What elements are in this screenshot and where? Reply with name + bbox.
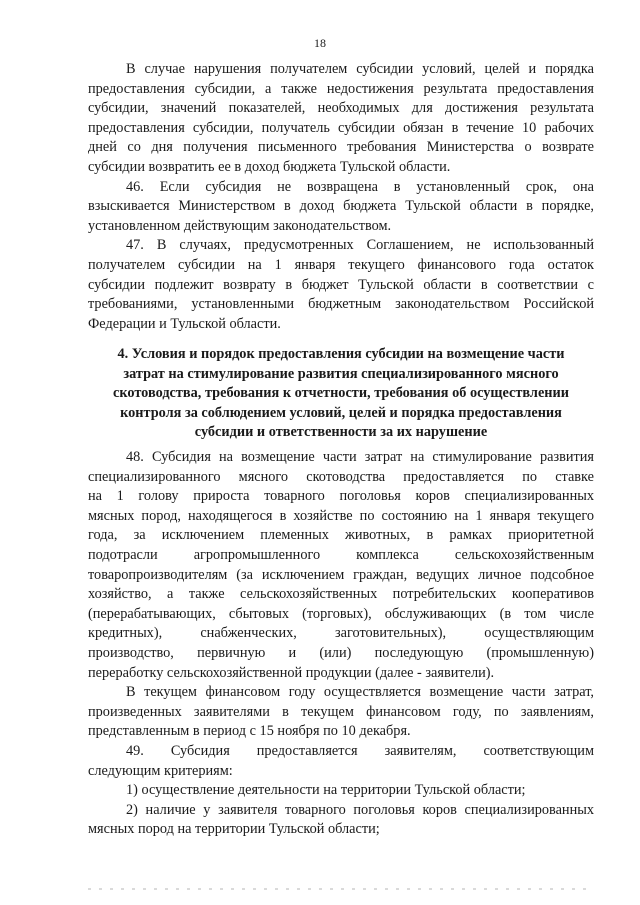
text-line: товаропроизводителям (за исключением граждан, ведущих личное подсобное: [88, 566, 594, 583]
text-line: взыскивается Министерством в доход бюджета Тульской области в порядке,: [88, 198, 594, 215]
text-line: установленном действующим законодательством.: [88, 217, 392, 234]
text-line: произведенных заявителями в текущем финансовом году, по заявлениям,: [88, 703, 594, 720]
text-line: мясных пород на территории Тульской области;: [88, 821, 380, 838]
paragraph: [88, 448, 594, 683]
page-number: 18: [314, 36, 326, 50]
heading-line: затрат на стимулирование развития специализированного мясного: [123, 365, 559, 382]
paragraph: [88, 178, 594, 237]
text-line: В случае нарушения получателем субсидии условий, целей и порядка: [126, 61, 594, 77]
text-line: производство, первичную и (или) последующую (промышленную): [88, 644, 594, 661]
text-line: субсидии возвратить ее в доход бюджета Тульской области.: [88, 158, 451, 175]
text-line: переработку сельскохозяйственной продукции (далее - заявители).: [88, 664, 495, 681]
text-line: 48. Субсидия на возмещение части затрат на стимулирование развития: [126, 449, 594, 465]
heading-line: субсидии и ответственности за их нарушение: [194, 424, 488, 441]
text-line: представленным в период с 15 ноября по 10 декабря.: [88, 723, 411, 740]
text-line: кредитных), снабженческих, заготовительных), осуществляющим: [88, 625, 594, 642]
text-line: дней со дня получения письменного требования Министерства о возврате: [88, 139, 594, 156]
paragraph: [88, 236, 594, 334]
heading-line: скотоводства, требования к отчетности, требования об осуществлении: [112, 385, 570, 402]
text-line: 1) осуществление деятельности на территории Тульской области;: [126, 782, 526, 799]
paragraph: [88, 742, 594, 781]
paragraph: [88, 60, 594, 178]
heading-line: контроля за соблюдением условий, целей и порядка предоставления: [120, 404, 562, 421]
text-line: 2) наличие у заявителя товарного поголовья коров специализированных: [126, 801, 594, 818]
paragraph: [88, 781, 594, 801]
text-line: на 1 голову прироста товарного поголовья коров специализированных: [88, 488, 594, 505]
paragraph: [88, 683, 594, 742]
text-line: (перерабатывающих, сбытовых (торговых), обслуживающих (в том числе: [88, 605, 594, 622]
text-line: предоставления субсидии, получатель субсидии обязан в течение 10 рабочих: [88, 119, 594, 136]
text-line: года, за исключением племенных животных, в рамках приоритетной: [88, 527, 594, 544]
text-line: получателем субсидии на 1 января текущего финансового года остаток: [88, 256, 594, 273]
text-line: предоставления субсидии, а также недостижения результата предоставления: [88, 80, 594, 97]
text-line: следующим критериям:: [88, 762, 233, 779]
text-line: 46. Если субсидия не возвращена в установленный срок, она: [126, 178, 594, 195]
body-text-after-heading: [88, 448, 594, 840]
text-line: специализированного мясного скотоводства предоставляется по ставке: [88, 468, 594, 485]
text-line: 49. Субсидия предоставляется заявителям, соответствующим: [126, 742, 594, 759]
text-line: хозяйство, а также сельскохозяйственных потребительских кооперативов: [88, 586, 594, 603]
body-text-before-heading: [88, 60, 594, 334]
text-line: требованиями, установленными бюджетным законодательством Российской: [88, 296, 594, 313]
text-line: мясных пород, находящегося в хозяйстве по состоянию на 1 января текущего: [88, 507, 594, 524]
text-line: Федерации и Тульской области.: [88, 315, 281, 332]
text-line: субсидии подлежит возврату в бюджет Тульской области в соответствии с: [88, 276, 594, 293]
paragraph: [88, 801, 594, 840]
text-line: 47. В случаях, предусмотренных Соглашением, не использованный: [126, 237, 594, 254]
text-line: подотрасли агропромышленного комплекса сельскохозяйственным: [88, 546, 594, 563]
heading-line: 4. Условия и порядок предоставления субсидии на возмещение части: [117, 346, 565, 362]
section-heading: [88, 345, 594, 443]
text-line: субсидии, значений показателей, необходимых для достижения результата: [88, 100, 594, 117]
text-line: В текущем финансовом году осуществляется возмещение части затрат,: [126, 684, 594, 701]
scan-footer-artifact: [88, 888, 594, 890]
